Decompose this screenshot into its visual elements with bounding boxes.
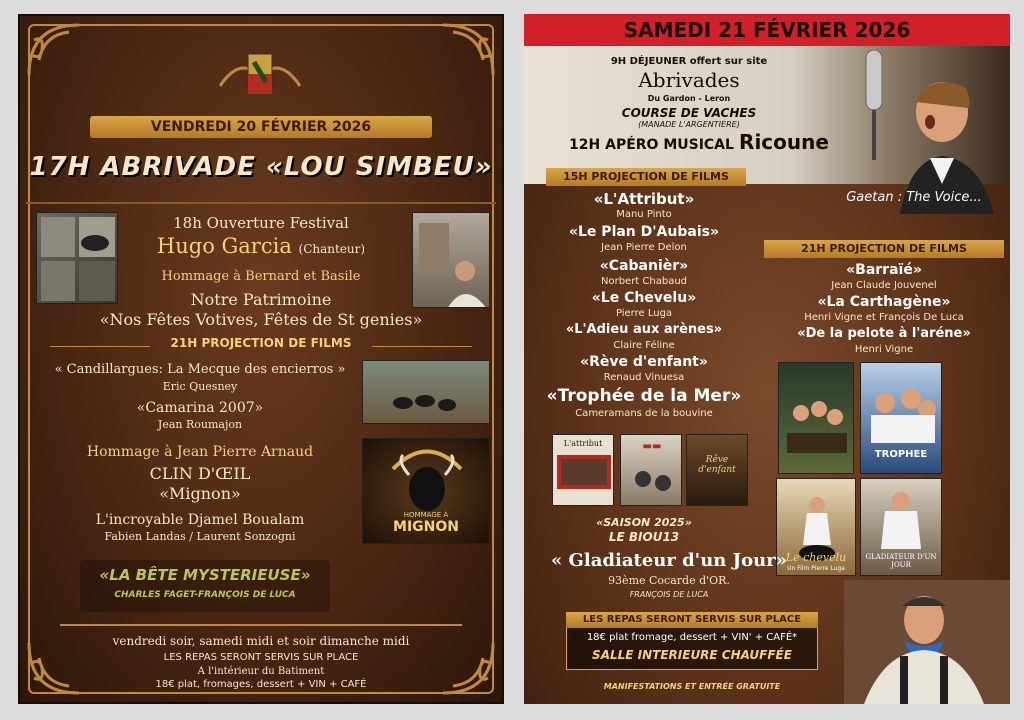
cocarde-author: FRANÇOIS DE LUCA bbox=[629, 590, 709, 599]
guest-role: (Chanteur) bbox=[298, 242, 366, 256]
trophee-poster-image bbox=[860, 362, 942, 474]
date-banner: VENDREDI 20 FÉVRIER 2026 bbox=[90, 116, 432, 138]
projection-header: 21H PROJECTION DE FILMS bbox=[170, 336, 352, 350]
apero-line bbox=[534, 130, 864, 154]
saison-label: «SAISON 2025» bbox=[596, 516, 692, 529]
attribut-poster-image bbox=[552, 434, 614, 506]
projection15-header: 15H PROJECTION DE FILMS bbox=[546, 168, 746, 186]
right-poster bbox=[524, 14, 1010, 704]
film-title: «Cabanièr» bbox=[599, 258, 689, 274]
reve-poster-image bbox=[686, 434, 748, 506]
headline: 17H ABRIVADE «LOU SIMBEU» bbox=[29, 152, 493, 182]
ricoune-photo-image bbox=[844, 580, 1010, 704]
poster-caption: MIGNON bbox=[393, 519, 459, 535]
divider bbox=[50, 346, 150, 347]
projection21-header: 21H PROJECTION DE FILMS bbox=[764, 240, 1004, 258]
ricoune-title: Ricoune bbox=[739, 130, 829, 154]
date-banner: SAMEDI 21 FÉVRIER 2026 bbox=[623, 18, 911, 42]
film-title: «Le Chevelu» bbox=[591, 290, 697, 306]
film-title: «La Carthagène» bbox=[817, 294, 951, 310]
poster-caption: Un Film Pierre Luga bbox=[787, 565, 845, 572]
film-title: «Barraïé» bbox=[846, 262, 922, 278]
divider bbox=[60, 624, 462, 626]
voice-caption: Gaetan : The Voice... bbox=[846, 190, 982, 205]
djamel-authors: Fabien Landas / Laurent Sonzogni bbox=[104, 530, 296, 543]
meals-text: LES REPAS SERONT SERVIS SUR PLACE bbox=[163, 652, 359, 663]
poster-caption: Rêve d'enfant bbox=[698, 455, 736, 475]
poster-caption: L'attribut bbox=[563, 439, 603, 448]
film-author: Henri Vigne et François De Luca bbox=[804, 312, 964, 323]
apero-text: 12H APÉRO MUSICAL bbox=[569, 137, 734, 153]
abrivades-subtitle: Du Gardon - Leron bbox=[647, 94, 731, 103]
gladiateur-title: « Gladiateur d'un Jour» bbox=[551, 550, 787, 571]
poster-caption: TROPHEE bbox=[874, 449, 928, 460]
film-author: Jean Pierre Delon bbox=[601, 242, 687, 253]
film-title: «Trophée de la Mer» bbox=[546, 386, 742, 406]
meals-header: LES REPAS SERONT SERVIS SUR PLACE bbox=[566, 612, 818, 628]
svg-text:▬▬: ▬▬ bbox=[642, 441, 662, 452]
meals-text: 18€ plat, fromages, dessert + VIN + CAFÉ bbox=[155, 679, 367, 690]
heritage-title: Notre Patrimoine bbox=[190, 290, 332, 309]
cocarde-text: 93ème Cocarde d'OR. bbox=[608, 574, 730, 587]
meals-text: A l'intérieur du Batiment bbox=[197, 666, 325, 677]
mignon-title: «Mignon» bbox=[159, 484, 241, 503]
ornament-corner-icon bbox=[24, 20, 94, 80]
film-author: Cameramans de la bouvine bbox=[575, 408, 713, 419]
meals-text: vendredi soir, samedi midi et soir dimanche midi bbox=[112, 634, 410, 648]
film-title: «L'Attribut» bbox=[593, 190, 695, 208]
meals-price: 18€ plat fromage, dessert + VIN' + CAFÉ* bbox=[586, 632, 798, 643]
film-title: «Camarina 2007» bbox=[136, 400, 264, 416]
guest-name: Hugo Garcia bbox=[156, 234, 292, 258]
meals-room: SALLE INTERIEURE CHAUFFÉE bbox=[592, 648, 792, 662]
poster-caption: HOMMAGE À bbox=[403, 511, 449, 519]
tribute2-text: Hommage à Jean Pierre Arnaud bbox=[86, 444, 314, 460]
film-author: Norbert Chabaud bbox=[600, 276, 688, 287]
gladiateur-poster-image bbox=[860, 478, 942, 576]
ornament-corner-icon bbox=[428, 20, 498, 80]
poster-caption: GLADIATEUR D'UN JOUR bbox=[865, 553, 937, 569]
film-author: Eric Quesney bbox=[162, 380, 238, 393]
tribute-text: Hommage à Bernard et Basile bbox=[161, 269, 361, 284]
film-author: Pierre Luga bbox=[615, 308, 673, 319]
guest-line bbox=[20, 234, 502, 258]
heritage-subtitle: «Nos Fêtes Votives, Fêtes de St genies» bbox=[99, 310, 423, 329]
encierro-photo-image bbox=[362, 360, 490, 424]
breakfast-text: 9H DÉJEUNER offert sur site bbox=[610, 56, 768, 67]
course-title: COURSE DE VACHES bbox=[621, 106, 757, 120]
divider bbox=[26, 202, 496, 204]
free-entry: MANIFESTATIONS ET ENTRÉE GRATUITE bbox=[603, 682, 781, 691]
mignon-poster-image bbox=[362, 438, 490, 544]
abrivades-title: Abrivades bbox=[638, 68, 740, 92]
film-author: Jean Roumajon bbox=[157, 418, 243, 431]
biou-label: LE BIOU13 bbox=[608, 530, 680, 544]
mystery-authors: CHARLES FAGET-FRANÇOIS DE LUCA bbox=[114, 590, 296, 600]
djamel-title: L'incroyable Djamel Boualam bbox=[95, 512, 305, 528]
film-title: «L'Adieu aux arènes» bbox=[565, 322, 723, 337]
left-poster bbox=[18, 14, 504, 704]
mystery-title: «LA BÊTE MYSTERIEUSE» bbox=[99, 566, 311, 584]
divider bbox=[372, 346, 472, 347]
film-author: Renaud Vinuesa bbox=[603, 372, 685, 383]
crest-icon bbox=[210, 36, 310, 106]
clin-doeil: CLIN D'ŒIL bbox=[149, 464, 251, 483]
course-subtitle: (MANADE L'ARGENTIERE) bbox=[638, 120, 740, 129]
film-title: «Rève d'enfant» bbox=[580, 354, 708, 370]
poster-caption: Le chevelu bbox=[785, 551, 847, 564]
film-poster-image bbox=[620, 434, 682, 506]
film-title: «De la pelote à l'aréne» bbox=[797, 326, 971, 341]
film-author: Claire Féline bbox=[613, 340, 675, 351]
opening-text: 18h Ouverture Festival bbox=[173, 214, 349, 232]
film-title: «Le Plan D'Aubais» bbox=[568, 224, 720, 240]
film-author: Henri Vigne bbox=[854, 344, 914, 355]
carthagene-poster-image bbox=[778, 362, 854, 474]
film-author: Jean Claude Jouvenel bbox=[831, 280, 937, 291]
film-title: « Candillargues: La Mecque des encierros » bbox=[54, 362, 346, 377]
film-author: Manu Pinto bbox=[616, 209, 672, 220]
